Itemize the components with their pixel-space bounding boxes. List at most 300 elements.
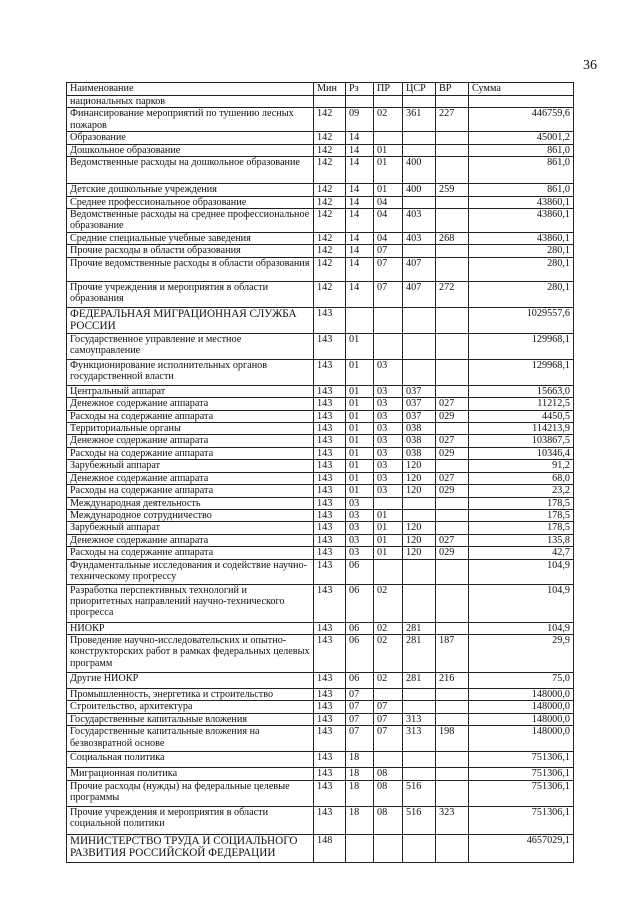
- cell-name: Международное сотрудничество: [67, 509, 314, 521]
- table-row: [67, 634, 574, 672]
- cell-csr: 120: [403, 472, 436, 484]
- cell-csr: 120: [403, 547, 436, 559]
- cell-rz: 18: [346, 780, 374, 806]
- cell-csr: [403, 559, 436, 584]
- cell-pr: [374, 333, 403, 359]
- cell-sum: 751306,1: [469, 752, 574, 768]
- cell-rz: 01: [346, 410, 374, 422]
- table-row: [67, 768, 574, 780]
- table-row: [67, 423, 574, 435]
- table-row: [67, 333, 574, 359]
- cell-csr: [403, 701, 436, 713]
- cell-sum: 42,7: [469, 547, 574, 559]
- cell-vr: 029: [436, 547, 469, 559]
- cell-min: 142: [314, 257, 346, 281]
- cell-csr: [403, 509, 436, 521]
- cell-pr: [374, 834, 403, 862]
- header-csr: ЦСР: [403, 83, 436, 96]
- header-pr: ПР: [374, 83, 403, 96]
- cell-min: 143: [314, 780, 346, 806]
- cell-pr: 03: [374, 472, 403, 484]
- table-row: [67, 233, 574, 245]
- cell-csr: 120: [403, 534, 436, 546]
- cell-rz: 01: [346, 447, 374, 459]
- cell-vr: 027: [436, 398, 469, 410]
- cell-sum: 178,5: [469, 509, 574, 521]
- table-row: [67, 96, 574, 108]
- cell-vr: [436, 834, 469, 862]
- cell-csr: 038: [403, 423, 436, 435]
- cell-rz: 14: [346, 233, 374, 245]
- cell-csr: 407: [403, 281, 436, 307]
- cell-pr: [374, 497, 403, 509]
- cell-vr: [436, 385, 469, 397]
- cell-rz: 01: [346, 398, 374, 410]
- cell-pr: 02: [374, 622, 403, 634]
- cell-vr: 187: [436, 634, 469, 672]
- cell-vr: [436, 780, 469, 806]
- table-row: [67, 157, 574, 184]
- cell-csr: [403, 584, 436, 622]
- cell-rz: 07: [346, 713, 374, 725]
- cell-name: национальных парков: [67, 96, 314, 108]
- cell-name: Расходы на содержание аппарата: [67, 547, 314, 559]
- cell-csr: 403: [403, 209, 436, 233]
- cell-sum: 861,0: [469, 144, 574, 156]
- cell-sum: 148000,0: [469, 713, 574, 725]
- table-row: [67, 410, 574, 422]
- cell-rz: 06: [346, 584, 374, 622]
- table-row: [67, 447, 574, 459]
- cell-vr: [436, 307, 469, 333]
- cell-name: Финансирование мероприятий по тушению лесных пожаров: [67, 108, 314, 132]
- cell-sum: 1029557,6: [469, 307, 574, 333]
- cell-name: Дошкольное образование: [67, 144, 314, 156]
- cell-sum: 751306,1: [469, 806, 574, 834]
- cell-min: 143: [314, 634, 346, 672]
- cell-name: ФЕДЕРАЛЬНАЯ МИГРАЦИОННАЯ СЛУЖБА РОССИИ: [67, 307, 314, 333]
- table-row: [67, 307, 574, 333]
- cell-name: Зарубежный аппарат: [67, 460, 314, 472]
- cell-sum: 114213,9: [469, 423, 574, 435]
- cell-sum: 148000,0: [469, 688, 574, 700]
- cell-sum: 148000,0: [469, 726, 574, 752]
- cell-rz: 06: [346, 634, 374, 672]
- cell-sum: 75,0: [469, 672, 574, 688]
- cell-vr: [436, 460, 469, 472]
- cell-vr: [436, 333, 469, 359]
- cell-pr: 01: [374, 522, 403, 534]
- cell-min: 142: [314, 245, 346, 257]
- cell-pr: 02: [374, 584, 403, 622]
- cell-pr: 03: [374, 435, 403, 447]
- cell-rz: 01: [346, 472, 374, 484]
- cell-name: Денежное содержание аппарата: [67, 398, 314, 410]
- cell-min: 143: [314, 307, 346, 333]
- cell-min: 143: [314, 672, 346, 688]
- cell-vr: [436, 257, 469, 281]
- cell-pr: [374, 559, 403, 584]
- cell-vr: 227: [436, 108, 469, 132]
- cell-vr: [436, 713, 469, 725]
- cell-csr: 516: [403, 780, 436, 806]
- table-row: [67, 385, 574, 397]
- cell-sum: 104,9: [469, 622, 574, 634]
- cell-rz: 14: [346, 132, 374, 144]
- cell-min: 143: [314, 726, 346, 752]
- cell-rz: 07: [346, 726, 374, 752]
- cell-min: 143: [314, 713, 346, 725]
- table-row: [67, 257, 574, 281]
- cell-rz: 03: [346, 534, 374, 546]
- table-row: [67, 472, 574, 484]
- cell-vr: [436, 144, 469, 156]
- cell-name: Функционирование исполнительных органов государственной власти: [67, 359, 314, 385]
- cell-rz: 01: [346, 333, 374, 359]
- cell-pr: 08: [374, 780, 403, 806]
- table-row: [67, 752, 574, 768]
- cell-name: Разработка перспективных технологий и приоритетных направлений научно-технического прогресса: [67, 584, 314, 622]
- cell-sum: 43860,1: [469, 233, 574, 245]
- cell-name: Расходы на содержание аппарата: [67, 447, 314, 459]
- cell-min: 143: [314, 522, 346, 534]
- cell-vr: [436, 497, 469, 509]
- cell-rz: 14: [346, 184, 374, 196]
- cell-vr: [436, 559, 469, 584]
- cell-name: Средние специальные учебные заведения: [67, 233, 314, 245]
- cell-pr: [374, 96, 403, 108]
- cell-rz: 14: [346, 209, 374, 233]
- cell-pr: 04: [374, 196, 403, 208]
- cell-vr: 027: [436, 472, 469, 484]
- table-row: [67, 522, 574, 534]
- cell-sum: 43860,1: [469, 196, 574, 208]
- cell-pr: 03: [374, 423, 403, 435]
- table-row: [67, 132, 574, 144]
- cell-rz: 18: [346, 768, 374, 780]
- cell-sum: 148000,0: [469, 701, 574, 713]
- table-row: [67, 806, 574, 834]
- cell-csr: 281: [403, 672, 436, 688]
- cell-vr: [436, 157, 469, 184]
- cell-vr: 272: [436, 281, 469, 307]
- cell-pr: 01: [374, 534, 403, 546]
- cell-csr: [403, 307, 436, 333]
- cell-csr: 400: [403, 157, 436, 184]
- cell-sum: 178,5: [469, 522, 574, 534]
- cell-min: 142: [314, 196, 346, 208]
- cell-name: Прочие учреждения и мероприятия в области социальной политики: [67, 806, 314, 834]
- cell-csr: 281: [403, 634, 436, 672]
- cell-sum: 280,1: [469, 245, 574, 257]
- cell-sum: 4450,5: [469, 410, 574, 422]
- cell-pr: 03: [374, 359, 403, 385]
- cell-min: 143: [314, 497, 346, 509]
- cell-rz: 14: [346, 157, 374, 184]
- header-name: Наименование: [67, 83, 314, 96]
- cell-rz: 03: [346, 522, 374, 534]
- cell-rz: 01: [346, 435, 374, 447]
- cell-name: Другие НИОКР: [67, 672, 314, 688]
- cell-vr: 027: [436, 435, 469, 447]
- cell-sum: 104,9: [469, 559, 574, 584]
- cell-name: Территориальные органы: [67, 423, 314, 435]
- cell-pr: 03: [374, 447, 403, 459]
- cell-name: Центральный аппарат: [67, 385, 314, 397]
- cell-sum: 11212,5: [469, 398, 574, 410]
- cell-pr: 08: [374, 806, 403, 834]
- cell-min: 142: [314, 157, 346, 184]
- cell-rz: 03: [346, 497, 374, 509]
- cell-name: Среднее профессиональное образование: [67, 196, 314, 208]
- cell-name: Денежное содержание аппарата: [67, 534, 314, 546]
- table-row: [67, 108, 574, 132]
- cell-pr: 07: [374, 726, 403, 752]
- cell-pr: 03: [374, 398, 403, 410]
- cell-min: 142: [314, 184, 346, 196]
- header-rz: Рз: [346, 83, 374, 96]
- cell-sum: 861,0: [469, 184, 574, 196]
- cell-min: 143: [314, 485, 346, 497]
- cell-name: Зарубежный аппарат: [67, 522, 314, 534]
- cell-sum: 23,2: [469, 485, 574, 497]
- cell-sum: 446759,6: [469, 108, 574, 132]
- cell-min: 142: [314, 233, 346, 245]
- cell-min: 143: [314, 423, 346, 435]
- cell-sum: 135,8: [469, 534, 574, 546]
- cell-min: 143: [314, 509, 346, 521]
- table-row: [67, 245, 574, 257]
- cell-min: 142: [314, 132, 346, 144]
- cell-pr: 03: [374, 385, 403, 397]
- cell-sum: 861,0: [469, 157, 574, 184]
- cell-pr: [374, 307, 403, 333]
- cell-rz: 03: [346, 509, 374, 521]
- table-row: [67, 726, 574, 752]
- cell-rz: 07: [346, 688, 374, 700]
- cell-rz: 06: [346, 672, 374, 688]
- cell-pr: 02: [374, 108, 403, 132]
- header-sum: Сумма: [469, 83, 574, 96]
- cell-min: 143: [314, 435, 346, 447]
- cell-csr: [403, 688, 436, 700]
- table-row: [67, 688, 574, 700]
- cell-csr: 120: [403, 522, 436, 534]
- cell-rz: 01: [346, 460, 374, 472]
- table-row: [67, 622, 574, 634]
- cell-vr: [436, 423, 469, 435]
- table-row: [67, 196, 574, 208]
- cell-min: [314, 96, 346, 108]
- table-header-row: [67, 83, 574, 96]
- table-row: [67, 834, 574, 862]
- cell-rz: 14: [346, 196, 374, 208]
- cell-name: Государственные капитальные вложения: [67, 713, 314, 725]
- cell-pr: 01: [374, 144, 403, 156]
- cell-pr: 04: [374, 233, 403, 245]
- cell-rz: [346, 96, 374, 108]
- cell-csr: [403, 497, 436, 509]
- table-row: [67, 209, 574, 233]
- page-number: 36: [583, 58, 597, 73]
- cell-rz: 14: [346, 257, 374, 281]
- cell-sum: 68,0: [469, 472, 574, 484]
- cell-pr: 07: [374, 245, 403, 257]
- table-row: [67, 435, 574, 447]
- cell-name: Ведомственные расходы на среднее профессиональное образование: [67, 209, 314, 233]
- cell-name: Государственные капитальные вложения на безвозвратной основе: [67, 726, 314, 752]
- cell-min: 143: [314, 584, 346, 622]
- cell-csr: 313: [403, 713, 436, 725]
- cell-name: Прочие расходы (нужды) на федеральные целевые программы: [67, 780, 314, 806]
- table-row: [67, 701, 574, 713]
- cell-name: Проведение научно-исследовательских и опытно-конструкторских работ в рамках федеральных целевых программ: [67, 634, 314, 672]
- cell-rz: [346, 307, 374, 333]
- cell-sum: 43860,1: [469, 209, 574, 233]
- table-row: [67, 547, 574, 559]
- cell-rz: 09: [346, 108, 374, 132]
- cell-min: 143: [314, 806, 346, 834]
- cell-pr: 02: [374, 672, 403, 688]
- cell-csr: 281: [403, 622, 436, 634]
- cell-min: 143: [314, 385, 346, 397]
- cell-min: 143: [314, 447, 346, 459]
- cell-csr: [403, 96, 436, 108]
- table-row: [67, 672, 574, 688]
- cell-name: Денежное содержание аппарата: [67, 435, 314, 447]
- table-row: [67, 497, 574, 509]
- cell-rz: 14: [346, 144, 374, 156]
- cell-name: Миграционная политика: [67, 768, 314, 780]
- budget-table: [66, 82, 574, 863]
- cell-name: Строительство, архитектура: [67, 701, 314, 713]
- cell-vr: 198: [436, 726, 469, 752]
- cell-vr: [436, 132, 469, 144]
- cell-csr: [403, 752, 436, 768]
- cell-vr: [436, 96, 469, 108]
- cell-pr: 01: [374, 184, 403, 196]
- cell-csr: 313: [403, 726, 436, 752]
- cell-vr: [436, 622, 469, 634]
- cell-csr: [403, 834, 436, 862]
- cell-name: Прочие расходы в области образования: [67, 245, 314, 257]
- cell-vr: 029: [436, 410, 469, 422]
- cell-vr: [436, 245, 469, 257]
- table-row: [67, 398, 574, 410]
- table-row: [67, 509, 574, 521]
- cell-sum: 280,1: [469, 281, 574, 307]
- table-row: [67, 584, 574, 622]
- header-vr: ВР: [436, 83, 469, 96]
- table-row: [67, 281, 574, 307]
- cell-csr: 407: [403, 257, 436, 281]
- cell-rz: 18: [346, 752, 374, 768]
- cell-min: 143: [314, 752, 346, 768]
- cell-min: 143: [314, 333, 346, 359]
- cell-rz: 06: [346, 559, 374, 584]
- cell-pr: [374, 132, 403, 144]
- cell-sum: 751306,1: [469, 780, 574, 806]
- table-body: [67, 96, 574, 863]
- cell-sum: 91,2: [469, 460, 574, 472]
- cell-vr: 029: [436, 447, 469, 459]
- cell-csr: 516: [403, 806, 436, 834]
- cell-csr: 037: [403, 410, 436, 422]
- cell-vr: 027: [436, 534, 469, 546]
- cell-sum: 45001,2: [469, 132, 574, 144]
- cell-csr: [403, 359, 436, 385]
- cell-vr: 029: [436, 485, 469, 497]
- cell-vr: [436, 584, 469, 622]
- cell-min: 143: [314, 547, 346, 559]
- header-min: Мин: [314, 83, 346, 96]
- cell-csr: 120: [403, 485, 436, 497]
- cell-name: Расходы на содержание аппарата: [67, 410, 314, 422]
- cell-vr: [436, 196, 469, 208]
- table-row: [67, 359, 574, 385]
- cell-min: 143: [314, 410, 346, 422]
- cell-pr: 02: [374, 634, 403, 672]
- cell-min: 143: [314, 472, 346, 484]
- cell-name: Образование: [67, 132, 314, 144]
- cell-vr: [436, 522, 469, 534]
- cell-csr: 037: [403, 398, 436, 410]
- cell-vr: [436, 359, 469, 385]
- cell-name: Прочие ведомственные расходы в области образования: [67, 257, 314, 281]
- cell-csr: 038: [403, 435, 436, 447]
- cell-pr: 07: [374, 257, 403, 281]
- cell-csr: 037: [403, 385, 436, 397]
- cell-csr: [403, 245, 436, 257]
- cell-name: НИОКР: [67, 622, 314, 634]
- cell-vr: [436, 752, 469, 768]
- cell-name: Социальная политика: [67, 752, 314, 768]
- cell-min: 143: [314, 622, 346, 634]
- cell-sum: 103867,5: [469, 435, 574, 447]
- cell-rz: 14: [346, 245, 374, 257]
- cell-rz: 01: [346, 485, 374, 497]
- cell-rz: 01: [346, 423, 374, 435]
- cell-name: Фундаментальные исследования и содействие научно-техническому прогрессу: [67, 559, 314, 584]
- cell-pr: [374, 752, 403, 768]
- cell-csr: [403, 333, 436, 359]
- cell-csr: [403, 768, 436, 780]
- cell-vr: [436, 701, 469, 713]
- table-row: [67, 534, 574, 546]
- cell-pr: 07: [374, 701, 403, 713]
- table-row: [67, 780, 574, 806]
- cell-pr: 07: [374, 713, 403, 725]
- cell-rz: 01: [346, 359, 374, 385]
- cell-vr: [436, 209, 469, 233]
- cell-pr: 04: [374, 209, 403, 233]
- cell-csr: [403, 144, 436, 156]
- cell-sum: 4657029,1: [469, 834, 574, 862]
- cell-sum: 178,5: [469, 497, 574, 509]
- table-row: [67, 559, 574, 584]
- cell-name: Расходы на содержание аппарата: [67, 485, 314, 497]
- cell-min: 142: [314, 108, 346, 132]
- cell-pr: [374, 688, 403, 700]
- cell-pr: 01: [374, 157, 403, 184]
- cell-vr: 259: [436, 184, 469, 196]
- cell-csr: 400: [403, 184, 436, 196]
- cell-sum: 104,9: [469, 584, 574, 622]
- cell-pr: 01: [374, 509, 403, 521]
- cell-vr: [436, 688, 469, 700]
- cell-min: 143: [314, 688, 346, 700]
- cell-name: Детские дошкольные учреждения: [67, 184, 314, 196]
